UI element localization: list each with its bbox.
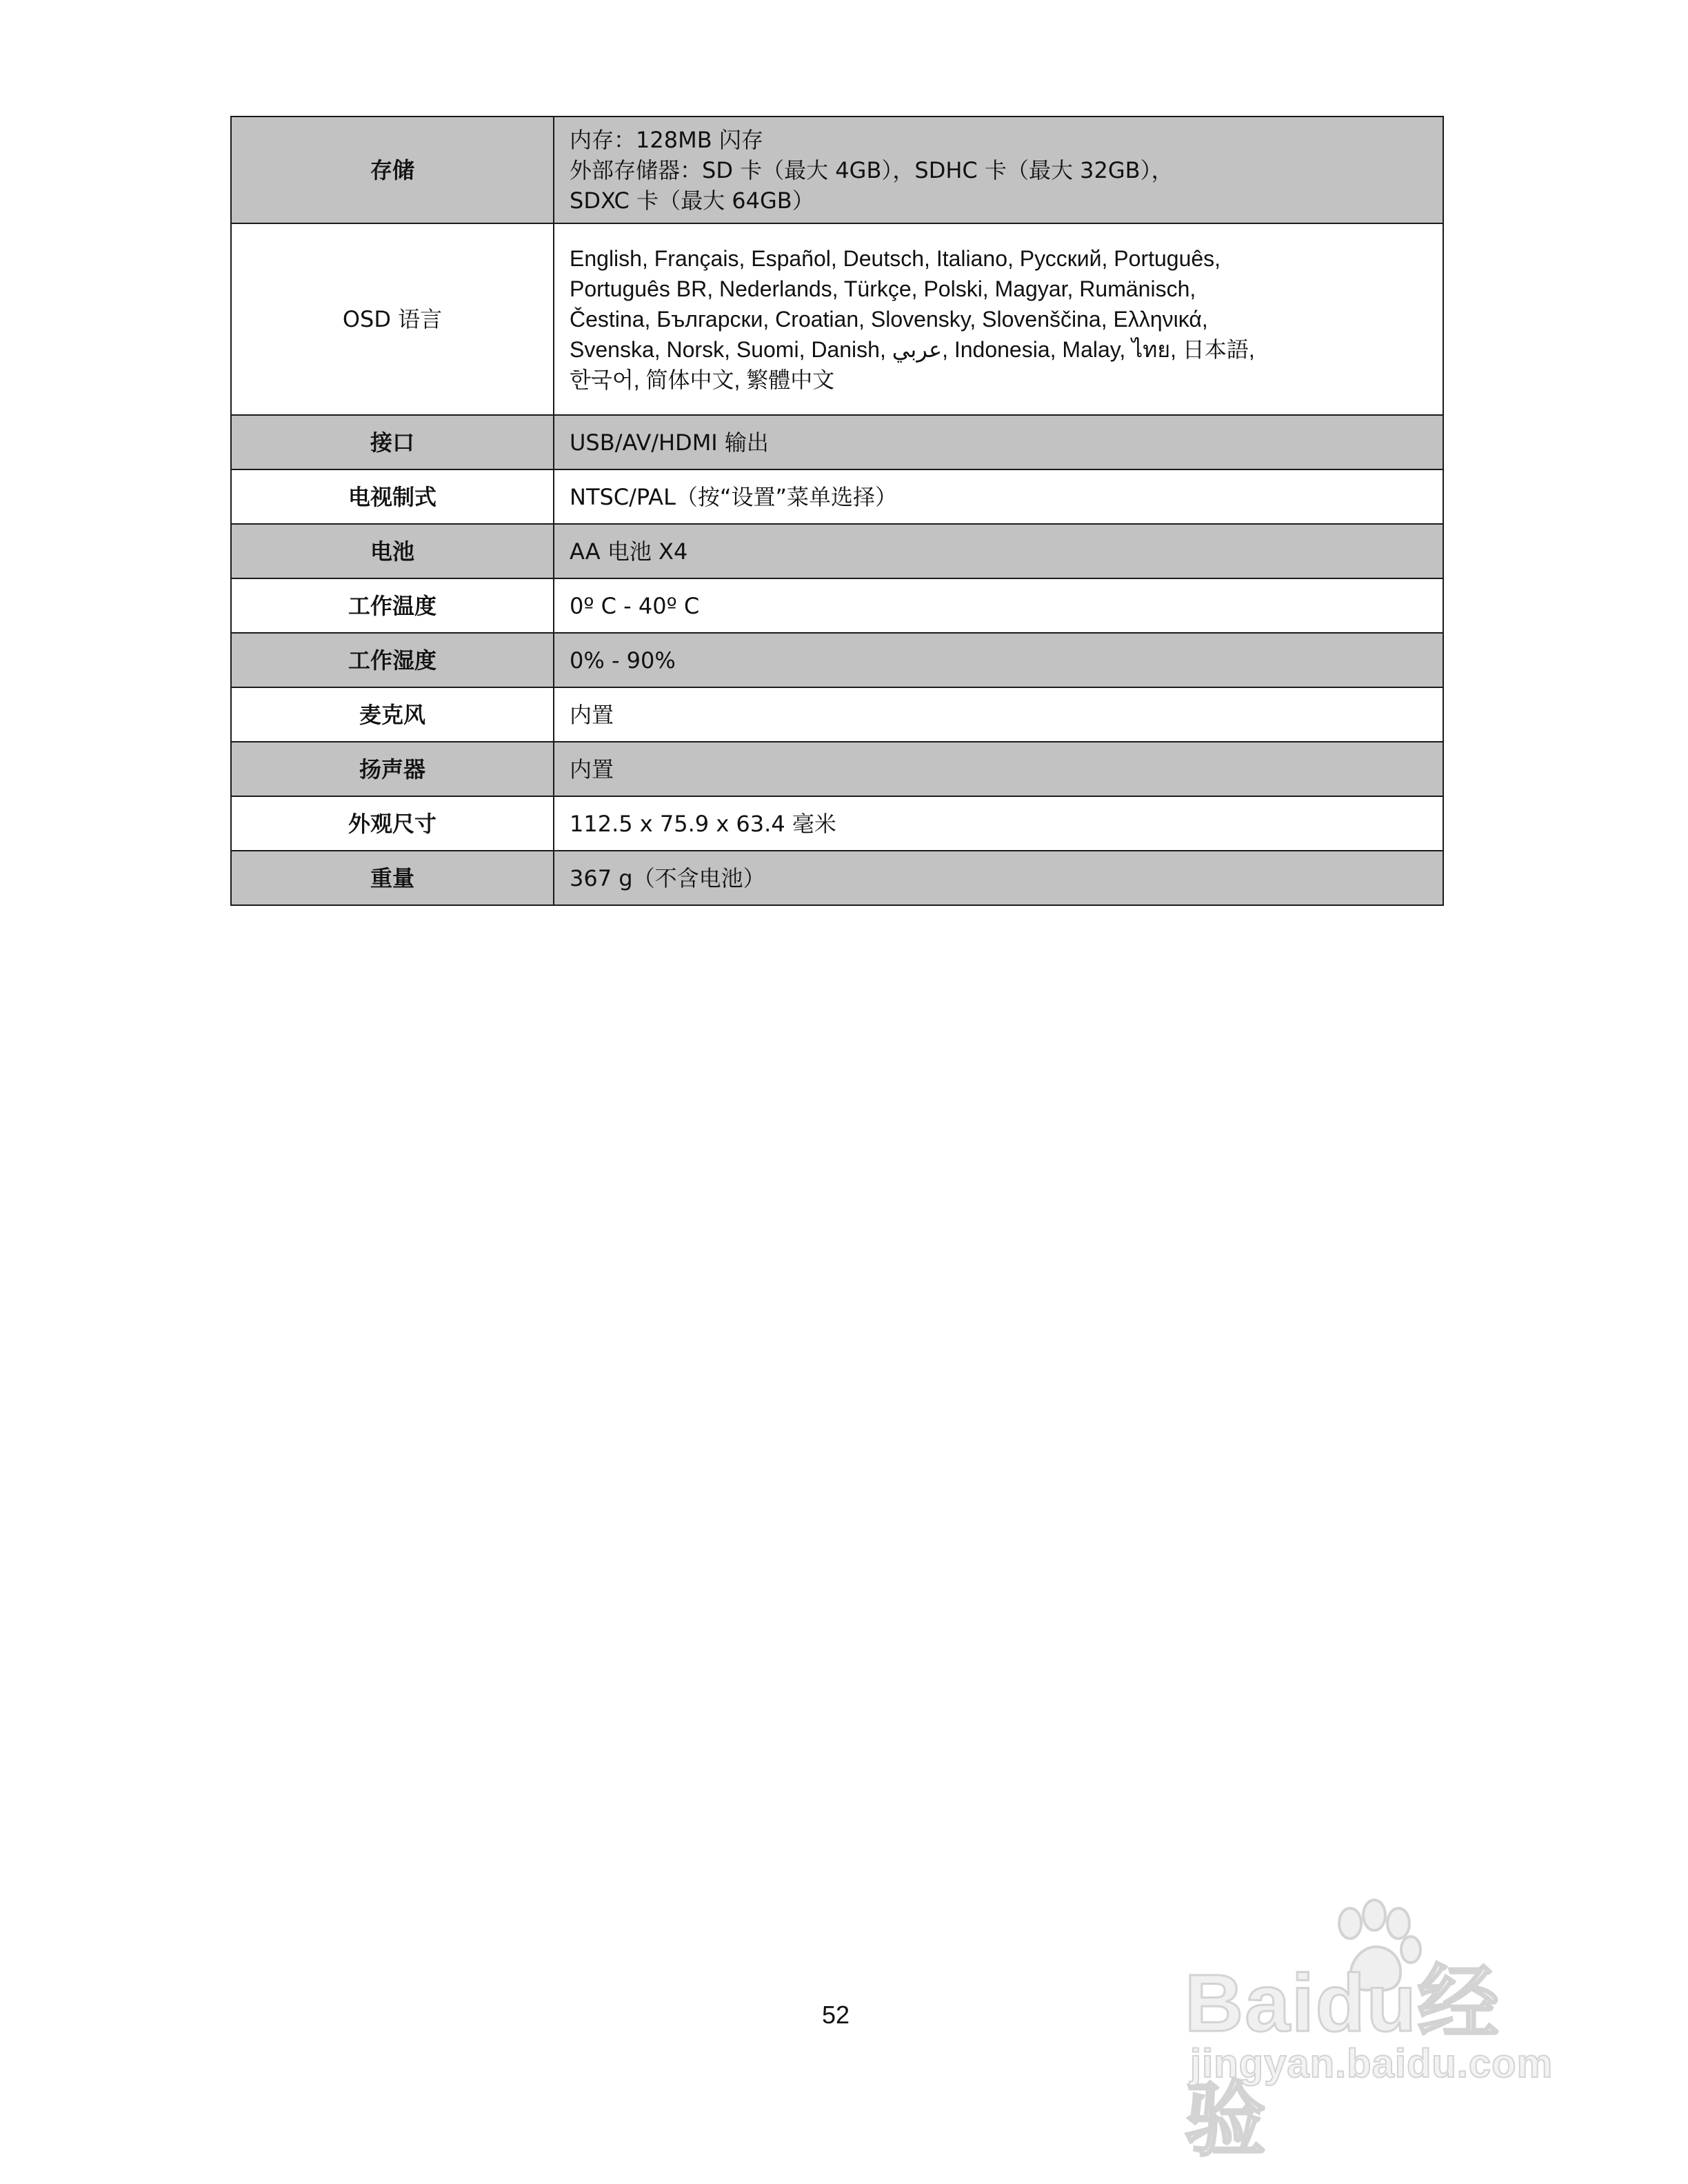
spec-value: 0% - 90% [554,633,1443,687]
spec-value: 内置 [554,687,1443,742]
watermark-url: jingyan.baidu.com [1190,2041,1554,2086]
baidu-jingyan-watermark [1185,1897,1578,2166]
spec-label: 外观尺寸 [231,796,554,851]
spec-label: 麦克风 [231,687,554,742]
spec-row-operating-temperature [231,578,1443,633]
spec-row-microphone [231,687,1443,742]
spec-table [230,116,1444,906]
spec-value [554,223,1443,415]
spec-label: 重量 [231,851,554,905]
spec-value-line: 한국어, 简体中文, 繁體中文 [570,367,835,392]
spec-label: 扬声器 [231,742,554,796]
spec-value-line: 内存：128MB 闪存 [570,126,763,153]
spec-value-line: SDXC 卡（最大 64GB） [570,187,814,214]
spec-value-line: 外部存储器：SD 卡（最大 4GB），SDHC 卡（最大 32GB）， [570,156,1174,183]
spec-row-dimensions [231,796,1443,851]
spec-value: USB/AV/HDMI 输出 [554,415,1443,469]
spec-value: 367 g（不含电池） [554,851,1443,905]
spec-row-tv-system [231,469,1443,524]
spec-label: 工作温度 [231,578,554,633]
spec-value-line: English, Français, Español, Deutsch, Italiano, Русский, Português, [570,246,1221,271]
spec-value-line: Português BR, Nederlands, Türkçe, Polski, Magyar, Rumänisch, [570,276,1196,301]
spec-value-line: Svenska, Norsk, Suomi, Danish, عربي, Indonesia, Malay, ไทย, 日本語, [570,337,1255,362]
spec-label: 电视制式 [231,469,554,524]
spec-row-operating-humidity [231,633,1443,687]
page-number: 52 [821,2001,850,2029]
spec-label: 接口 [231,415,554,469]
spec-label: 存储 [231,117,554,223]
spec-value-line: Čestina, Български, Croatian, Slovensky, Slovenščina, Ελληνικά, [570,307,1208,332]
spec-label: OSD 语言 [231,223,554,415]
spec-value: 112.5 x 75.9 x 63.4 毫米 [554,796,1443,851]
spec-label: 电池 [231,524,554,578]
spec-value: 内置 [554,742,1443,796]
spec-row-weight [231,851,1443,905]
spec-row-speaker [231,742,1443,796]
spec-value: NTSC/PAL（按“设置”菜单选择） [554,469,1443,524]
watermark-text: Baidu经验 [1185,1958,1500,2166]
spec-row-battery [231,524,1443,578]
spec-value: AA 电池 X4 [554,524,1443,578]
spec-row-interface [231,415,1443,469]
spec-value: 0º C - 40º C [554,578,1443,633]
spec-row-storage [231,117,1443,223]
spec-row-osd-language [231,223,1443,415]
spec-label: 工作湿度 [231,633,554,687]
spec-value [554,117,1443,223]
